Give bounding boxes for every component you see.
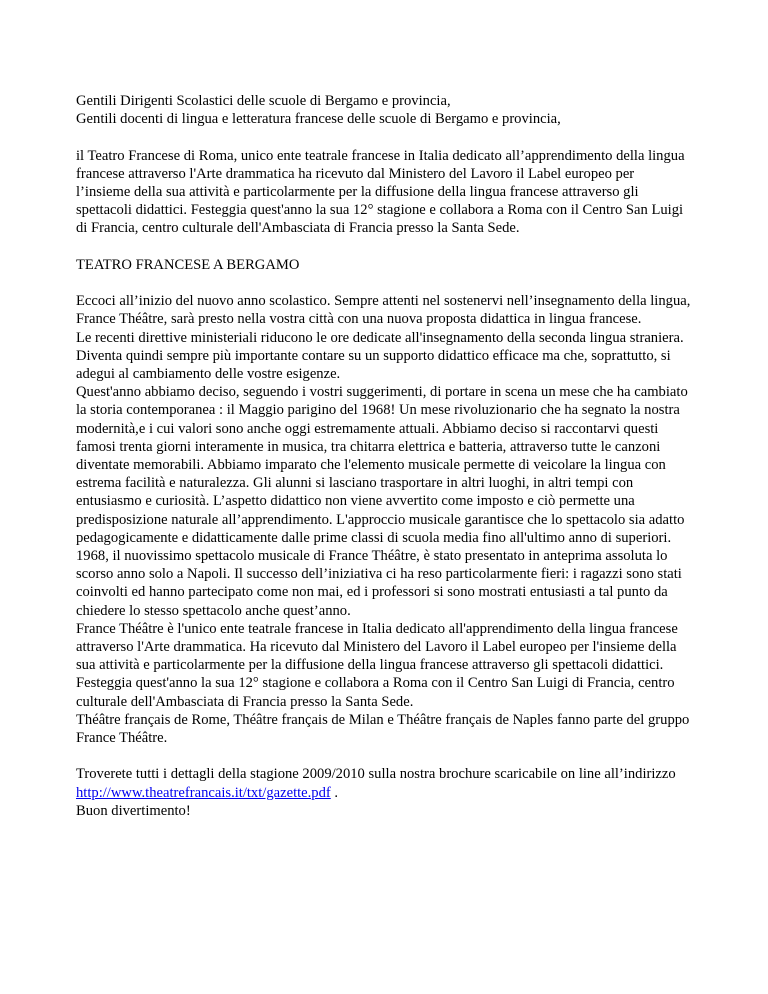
closing-paragraph (76, 765, 692, 801)
section-title: TEATRO FRANCESE A BERGAMO (76, 256, 300, 273)
spacer (76, 747, 692, 765)
spacer (76, 274, 692, 292)
body-paragraph-4: 1968, il nuovissimo spettacolo musicale di France Théâtre, è stato presentato in anteprima assoluta lo scorso anno solo a Napoli. Il successo dell’iniziativa ci ha reso particolarmente fieri: i ragazzi sono stati coinvolti ed hanno partecipato come non mai, ed i professori si sono mostrati entusiasti a tal punto da chiedere lo stesso spettacolo anche quest’anno. (76, 548, 682, 619)
salutation-line-2: Gentili docenti di lingua e letteratura francese delle scuole di Bergamo e provincia, (76, 111, 561, 128)
spacer (76, 238, 692, 256)
body-paragraph-3: Quest'anno abbiamo deciso, seguendo i vostri suggerimenti, di portare in scena un mese che ha cambiato la storia contemporanea : il Maggio parigino del 1968! Un mese rivoluzionario che ha segnato la nostra modernità,e i cui valori sono anche oggi estremamente attuali. Abbiamo deciso si raccontarvi questi famosi trenta giorni interamente in musica, tra chitarra elettrica e batteria, attraverso tutte le canzoni diventate memorabili. Abbiamo imparato che l'elemento musicale permette di veicolare la lingua con estrema facilità e naturalezza. Gli alunni si lasciano trasportare in altri luoghi, in altri tempi con entusiasmo e curiosità. L’aspetto didattico non viene avvertito come imposto e ciò permette una predisposizione naturale all’apprendimento. L'approccio musicale garantisce che lo spettacolo sia adatto pedagogicamente e didatticamente dalle prime classi di scuola media fino all'ultimo anno di superiori. (76, 384, 688, 546)
closing-text: Troverete tutti i dettagli della stagione 2009/2010 sulla nostra brochure scaricabile on line all’indirizzo (76, 766, 676, 783)
body-paragraph-5: France Théâtre è l'unico ente teatrale francese in Italia dedicato all'apprendimento della lingua francese attraverso l'Arte drammatica. Ha ricevuto dal Ministero del Lavoro il Label europeo per l'insieme della sua attività e particolarmente per la diffusione della lingua francese attraverso gli spettacoli didattici. Festeggia quest'anno la sua 12° stagione e collabora a Roma con il Centro San Luigi di Francia, centro culturale dell'Ambasciata di Francia presso la Santa Sede. (76, 620, 678, 710)
body-paragraph-2: Le recenti direttive ministeriali riducono le ore dedicate all'insegnamento della seconda lingua straniera. Diventa quindi sempre più importante contare su un supporto didattico efficace ma che, soprattutto, si adegui al cambiamento delle vostre esigenze. (76, 329, 684, 382)
salutation-line-1: Gentili Dirigenti Scolastici delle scuole di Bergamo e provincia, (76, 93, 451, 109)
intro-paragraph: il Teatro Francese di Roma, unico ente teatrale francese in Italia dedicato all’apprendimento della lingua francese attraverso l'Arte drammatica ha ricevuto dal Ministero del Lavoro il Label europeo per l’insieme della sua attività e particolarmente per la diffusione della lingua francese attraverso gli spettacoli didattici. Festeggia quest'anno la sua 12° stagione e collabora a Roma con il Centro San Luigi di Francia, centro culturale dell'Ambasciata di Francia presso la Santa Sede. (76, 147, 685, 237)
body-paragraph-1: Eccoci all’inizio del nuovo anno scolastico. Sempre attenti nel sostenervi nell’insegnamento della lingua, France Théâtre, sarà presto nella vostra città con una nuova proposta didattica in lingua francese. (76, 293, 691, 328)
brochure-link[interactable]: http://www.theatrefrancais.it/txt/gazette.pdf (76, 784, 331, 801)
spacer (76, 128, 692, 146)
letter-page (76, 92, 692, 820)
sign-off: Buon divertimento! (76, 802, 191, 819)
body-paragraph-6: Théâtre français de Rome, Théâtre français de Milan e Théâtre français de Naples fanno parte del gruppo France Théâtre. (76, 711, 690, 747)
closing-suffix: . (330, 784, 339, 801)
